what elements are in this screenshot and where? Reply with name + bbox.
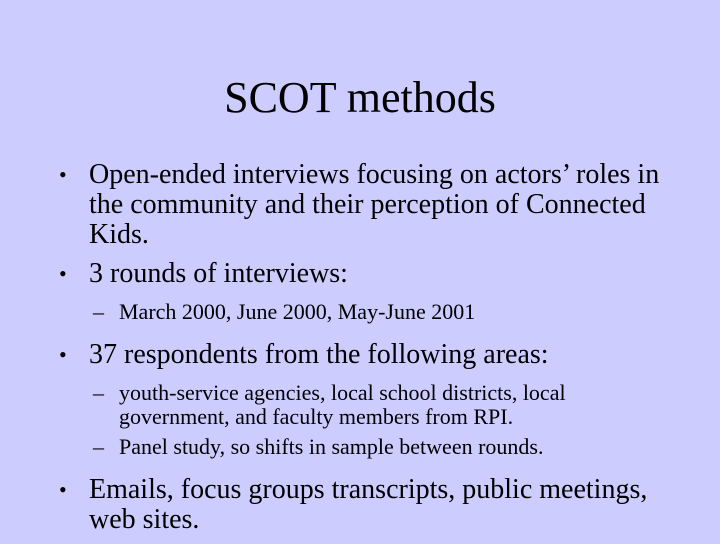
bullet-text: Emails, focus groups transcripts, public meetings, web sites. (89, 474, 648, 535)
sub-bullet-item (93, 434, 659, 459)
dash-icon: – (93, 380, 104, 405)
dash-icon: – (93, 434, 104, 459)
bullet-text: 3 rounds of interviews: (89, 258, 348, 289)
sub-bullet-item (93, 380, 659, 429)
bullet-item (59, 474, 679, 535)
bullet-item (59, 339, 679, 459)
sub-bullet-text: Panel study, so shifts in sample between rounds. (119, 434, 544, 459)
sub-bullet-item (93, 299, 659, 324)
sub-bullet-list (89, 381, 679, 459)
bullet-item (59, 258, 679, 324)
bullet-text: Open-ended interviews focusing on actors’ roles in the community and their perception of Connected Kids. (89, 159, 660, 250)
bullet-icon: • (59, 162, 67, 187)
bullet-text: 37 respondents from the following areas: (89, 339, 549, 370)
sub-bullet-text: youth-service agencies, local school districts, local government, and faculty members from RPI. (119, 380, 566, 429)
slide-title: SCOT methods (224, 73, 496, 122)
bullet-list (0, 160, 720, 544)
bullet-item (59, 159, 679, 250)
dash-icon: – (93, 299, 104, 324)
sub-bullet-list (89, 300, 679, 324)
bullet-icon: • (59, 342, 67, 367)
bullet-icon: • (59, 261, 67, 286)
sub-bullet-text: March 2000, June 2000, May-June 2001 (119, 299, 476, 324)
bullet-icon: • (59, 477, 67, 502)
